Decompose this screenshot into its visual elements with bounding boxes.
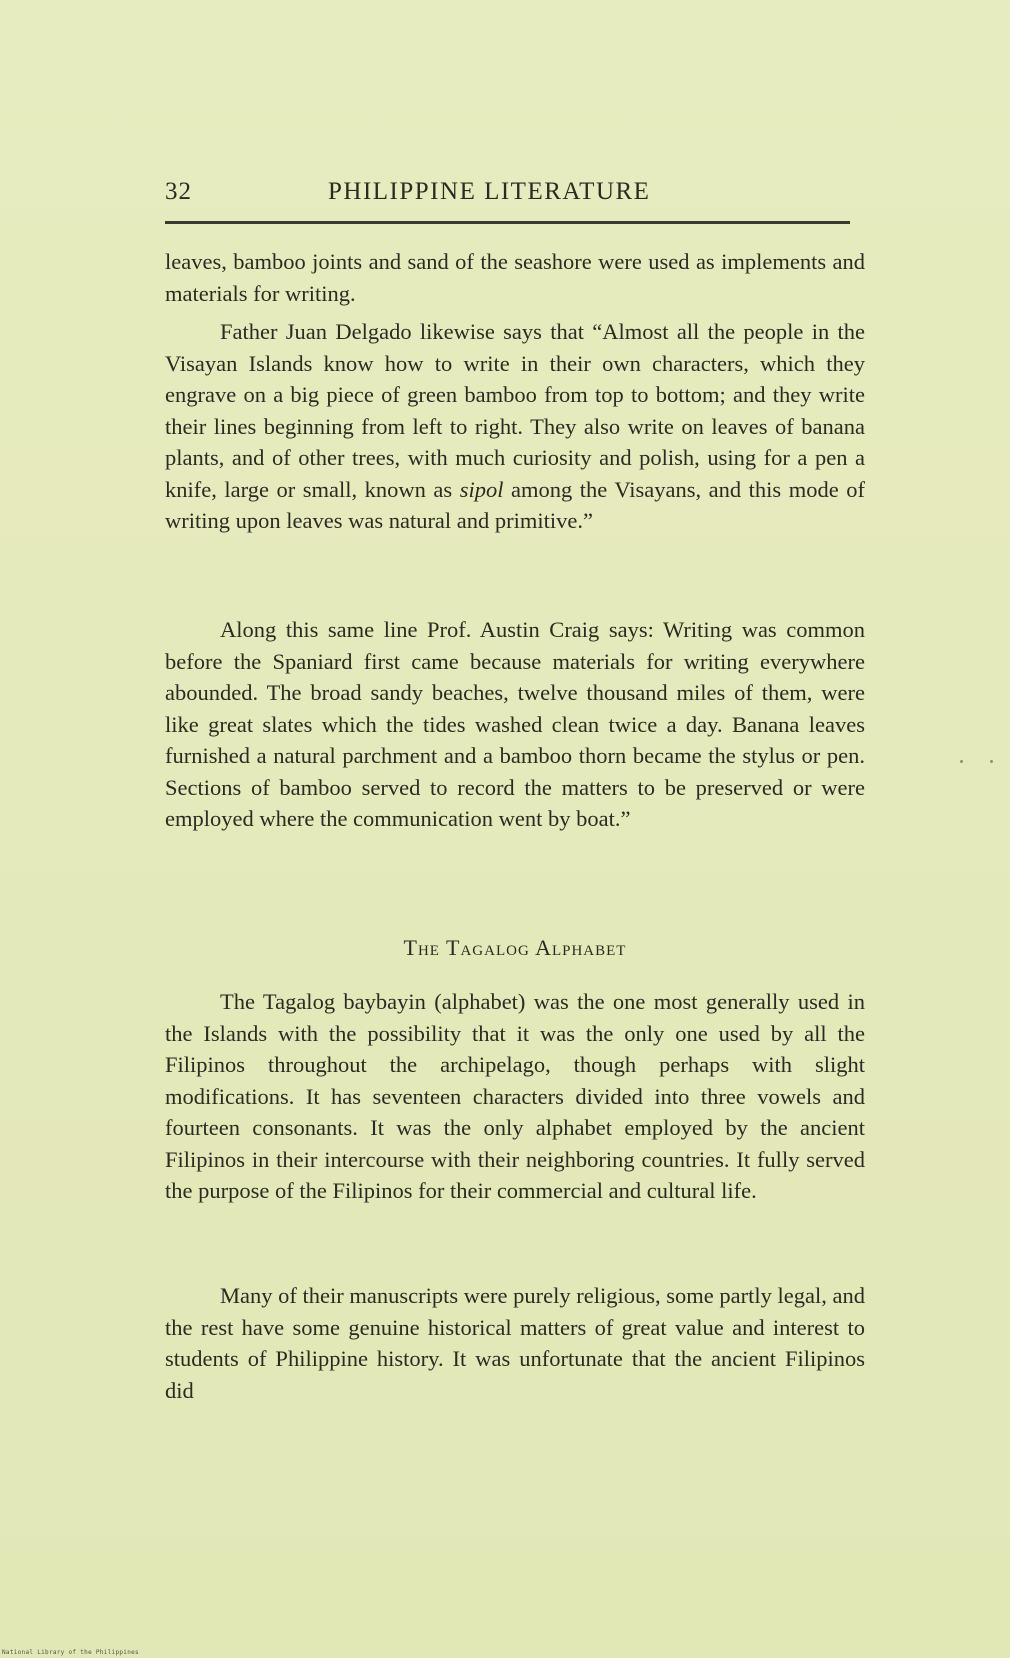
library-credit: National Library of the Philippines	[2, 1649, 139, 1656]
running-title: PHILIPPINE LITERATURE	[328, 178, 651, 205]
paper-speck	[960, 760, 963, 763]
paper-speck	[990, 760, 993, 763]
paragraph-continuation: leaves, bamboo joints and sand of the seashore were used as implements and materials for writing.	[165, 249, 865, 306]
paragraph-delgado-quote	[165, 316, 865, 537]
section-heading: The Tagalog Alphabet	[403, 935, 627, 960]
header-rule	[165, 221, 850, 224]
paragraph-text: among the Visayans, and this mode of writing upon leaves was natural and primitive.”	[165, 476, 865, 533]
page-header	[165, 178, 850, 214]
paragraph-craig-quote: Along this same line Prof. Austin Craig says: Writing was common before the Spaniard first came because materials for writing everywhere abounded. The broad sandy beaches, twelve thousand miles of them, were like great slates which the tides washed clean twice a day. Banana leaves furnished a natural parchment and a bamboo thorn became the stylus or pen. Sections of bamboo served to record the matters to be preserved or were employed where the communication went by boat.”	[165, 617, 865, 831]
paragraph-tagalog-alphabet: The Tagalog baybayin (alphabet) was the one most generally used in the Islands with the possibility that it was the only one used by all the Filipinos throughout the archipelago, though perhaps with slight modifications. It has seventeen characters divided into three vowels and fourteen consonants. It was the only alphabet employed by the ancient Filipinos in their intercourse with their neighboring countries. It fully served the purpose of the Filipinos for their commercial and cultural life.	[165, 989, 865, 1203]
italic-term: sipol	[459, 476, 504, 502]
paragraph-text: Father Juan Delgado likewise says that “Almost all the people in the Visayan Islands know how to write in their own characters, which they engrave on a big piece of green bamboo from top to bottom; and they write their lines beginning from left to right. They also write on leaves of banana plants, and of other trees, with much curiosity and polish, using for a pen a knife, large or small, known as	[165, 319, 865, 502]
page-number: 32	[165, 178, 192, 205]
paragraph-manuscripts: Many of their manuscripts were purely religious, some partly legal, and the rest have some genuine historical matters of great value and interest to students of Philippine history. It was unfortunate that the ancient Filipinos did	[165, 1283, 865, 1403]
